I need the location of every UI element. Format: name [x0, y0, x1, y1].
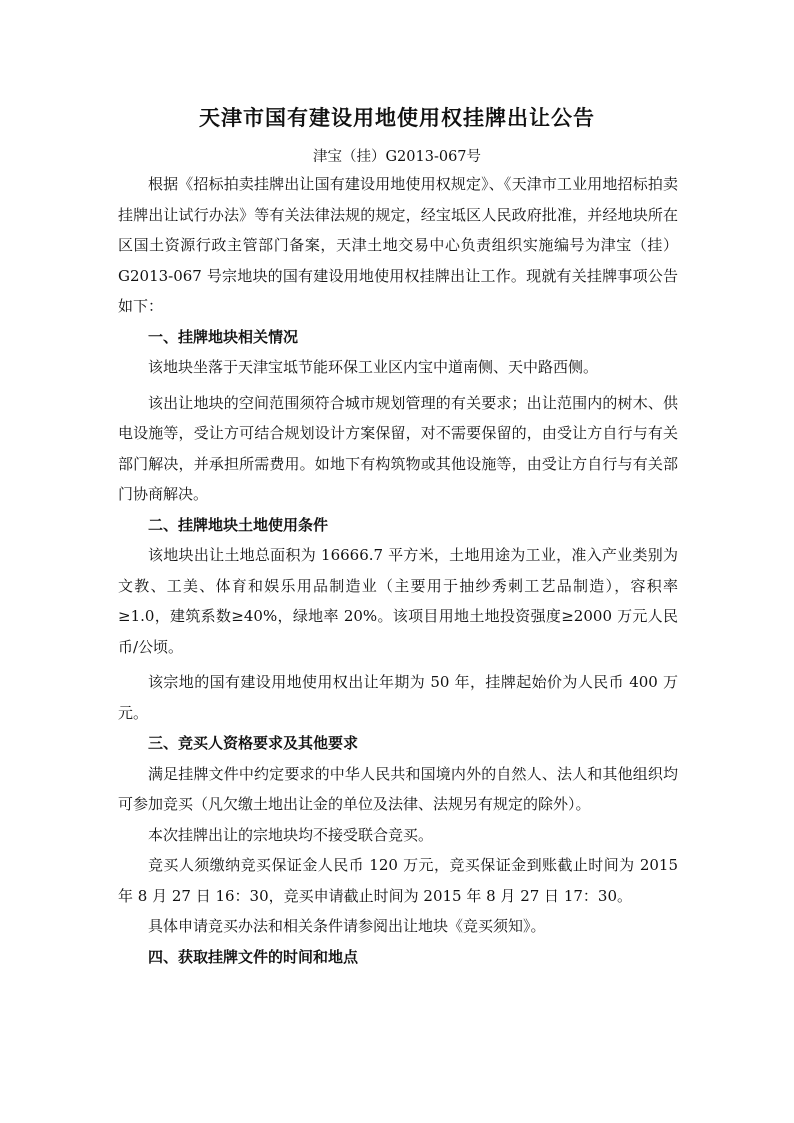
- section-2-paragraph-1: 该地块出让土地总面积为 16666.7 平方米，土地用途为工业，准入产业类别为文教、工美、体育和娱乐用品制造业（主要用于抽纱秀刺工艺品制造），容积率≥1.0，建筑系数≥40%，绿地率 20%。该项目用地土地投资强度≥2000 万元人民币/公顷。: [118, 546, 678, 656]
- section-3-paragraph-1: 满足挂牌文件中约定要求的中华人民共和国境内外的自然人、法人和其他组织均可参加竞买（凡欠缴土地出让金的单位及法律、法规另有规定的除外）。: [118, 764, 678, 813]
- section-2-heading: 二、挂牌地块土地使用条件: [148, 515, 329, 534]
- section-3-paragraph-4: 具体申请竞买办法和相关条件请参阅出让地块《竞买须知》。: [148, 917, 546, 935]
- section-1-paragraph-1: 该地块坐落于天津宝坻节能环保工业区内宝中道南侧、天中路西侧。: [148, 358, 599, 376]
- document-number: 津宝（挂）G2013-067号: [312, 149, 482, 165]
- document-body: [118, 169, 678, 972]
- document-title: 天津市国有建设用地使用权挂牌出让公告: [199, 105, 595, 130]
- section-1-paragraph-2: 该出让地块的空间范围须符合城市规划管理的有关要求；出让范围内的树木、供电设施等，受让方可结合规划设计方案保留，对不需要保留的，由受让方自行与有关部门解决，并承担所需费用。如地下有构筑物或其他设施等，由受让方自行与有关部门协商解决。: [118, 393, 678, 503]
- section-3-heading: 三、竞买人资格要求及其他要求: [148, 734, 359, 752]
- section-2-paragraph-2: 该宗地的国有建设用地使用权出让年期为 50 年，挂牌起始价为人民币 400 万元。: [118, 673, 678, 722]
- section-4-heading: 四、获取挂牌文件的时间和地点: [148, 947, 359, 966]
- section-1-heading: 一、挂牌地块相关情况: [148, 327, 299, 346]
- section-3-paragraph-3: 竞买人须缴纳竞买保证金人民币 120 万元，竞买保证金到账截止时间为 2015 年 8 月 27 日 16：30，竞买申请截止时间为 2015 年 8 月 27 日 17：30。: [118, 856, 678, 905]
- section-3-paragraph-2: 本次挂牌出让的宗地块均不接受联合竞买。: [148, 825, 434, 844]
- intro-paragraph: 根据《招标拍卖挂牌出让国有建设用地使用权规定》、《天津市工业用地招标拍卖挂牌出让试行办法》等有关法律法规的规定，经宝坻区人民政府批准，并经地块所在区国土资源行政主管部门备案，天津土地交易中心负责组织实施编号为津宝（挂）G2013-067 号宗地块的国有建设用地使用权挂牌出让工作。现就有关挂牌事项公告如下：: [118, 175, 678, 315]
